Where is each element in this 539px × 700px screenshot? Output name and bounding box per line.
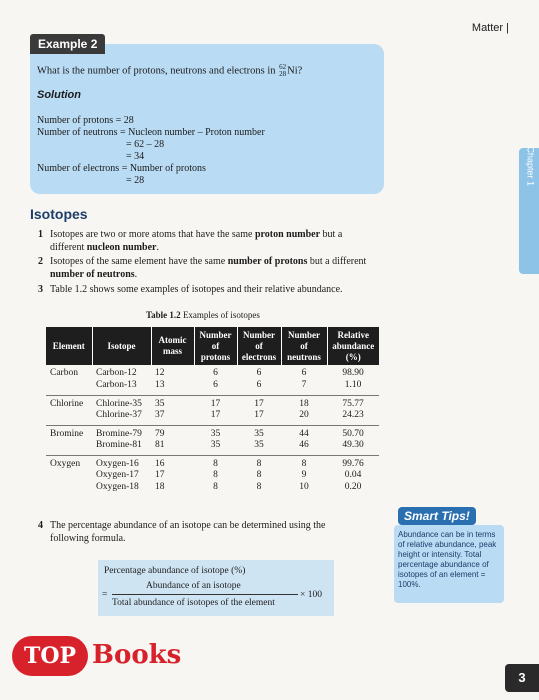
cell-protons: 6 6 [194, 365, 237, 395]
page-number: 3 [505, 664, 539, 692]
cell-protons: 17 17 [194, 395, 237, 425]
column-header: Atomic mass [151, 327, 194, 365]
cell-element: Bromine [46, 425, 92, 455]
solution-line: Number of neutrons = Nucleon number – Proton number [37, 127, 265, 138]
isotope-notation: 62 28 [279, 63, 287, 78]
cell-electrons: 6 6 [237, 365, 281, 395]
cell-mass: 16 17 18 [155, 458, 165, 492]
formula-equals: = [102, 590, 108, 600]
section-title: Isotopes [30, 206, 88, 222]
column-header: Number of electrons [237, 327, 281, 365]
isotopes-table [46, 327, 379, 497]
cell-isotope: Carbon-12 Carbon-13 [92, 365, 151, 395]
solution-label: Solution [37, 89, 81, 101]
cell-element: Oxygen [50, 458, 81, 469]
smart-tips-text: Abundance can be in terms of relative abundance, peak height or intensity. Total percentage abundance of isotopes of an element = 100%. [398, 530, 497, 589]
formula-denominator: Total abundance of isotopes of the element [112, 598, 275, 608]
cell-abundance: 99.76 0.04 0.20 [342, 458, 364, 492]
formula-multiplier: × 100 [300, 590, 322, 600]
cell-mass: 35 37 [151, 395, 194, 425]
solution-line: = 28 [126, 175, 145, 186]
cell-element: Chlorine [46, 395, 92, 425]
cell-electrons: 8 8 8 [256, 458, 262, 492]
table-row [46, 395, 379, 425]
cell-neutrons: 6 7 [281, 365, 327, 395]
column-header: Element [46, 327, 92, 365]
cell-abundance: 98.90 1.10 [327, 365, 379, 395]
cell-element: Carbon [46, 365, 92, 395]
list-item: 1 Isotopes are two or more atoms that have the same proton number but a different nucleon number. [38, 229, 343, 253]
cell-mass: 12 13 [151, 365, 194, 395]
smart-tips-title: Smart Tips! [398, 507, 476, 525]
list-item: 2 Isotopes of the same element have the same number of protons but a different number of neutrons. [38, 256, 367, 280]
list-item: 3 Table 1.2 shows some examples of isotopes and their relative abundance. [38, 284, 343, 295]
column-header: Isotope [92, 327, 151, 365]
cell-neutrons: 18 20 [281, 395, 327, 425]
cell-electrons: 17 17 [237, 395, 281, 425]
solution-line: = 62 – 28 [126, 139, 165, 150]
formula-lhs: Percentage abundance of isotope (%) [104, 566, 246, 576]
cell-neutrons: 44 46 [281, 425, 327, 455]
example-question: What is the number of protons, neutrons and electrons in 62 28 Ni? [37, 63, 303, 78]
cell-electrons: 35 35 [237, 425, 281, 455]
cell-protons: 35 35 [194, 425, 237, 455]
cell-abundance: 50.70 49.30 [327, 425, 379, 455]
example-tag: Example 2 [30, 34, 105, 54]
table-row [46, 365, 379, 395]
cell-mass: 79 81 [151, 425, 194, 455]
column-header: Relative abundance (%) [327, 327, 379, 365]
table-row [46, 425, 379, 455]
solution-line: = 34 [126, 151, 145, 162]
table-caption: Table 1.2 Examples of isotopes [146, 310, 260, 320]
fraction-bar [112, 594, 298, 595]
running-header: Matter | [471, 22, 509, 34]
column-header: Number of protons [194, 327, 237, 365]
table-header-row [46, 327, 379, 365]
formula-box [98, 560, 334, 616]
cell-isotope: Oxygen-16 Oxygen-17 Oxygen-18 [96, 458, 139, 492]
cell-neutrons: 8 9 10 [299, 458, 309, 492]
formula-numerator: Abundance of an isotope [146, 581, 241, 591]
solution-line: Number of protons = 28 [37, 115, 134, 126]
solution-line: Number of electrons = Number of protons [37, 163, 206, 174]
cell-protons: 8 8 8 [213, 458, 218, 492]
list-item: 4 The percentage abundance of an isotope can be determined using the following formula. [38, 520, 326, 544]
cell-isotope: Bromine-79 Bromine-81 [92, 425, 151, 455]
cell-abundance: 75.77 24.23 [327, 395, 379, 425]
chapter-tab-label: Chapter 1 [526, 146, 536, 186]
cell-isotope: Chlorine-35 Chlorine-37 [92, 395, 151, 425]
table-row [46, 455, 379, 497]
column-header: Number of neutrons [281, 327, 327, 365]
